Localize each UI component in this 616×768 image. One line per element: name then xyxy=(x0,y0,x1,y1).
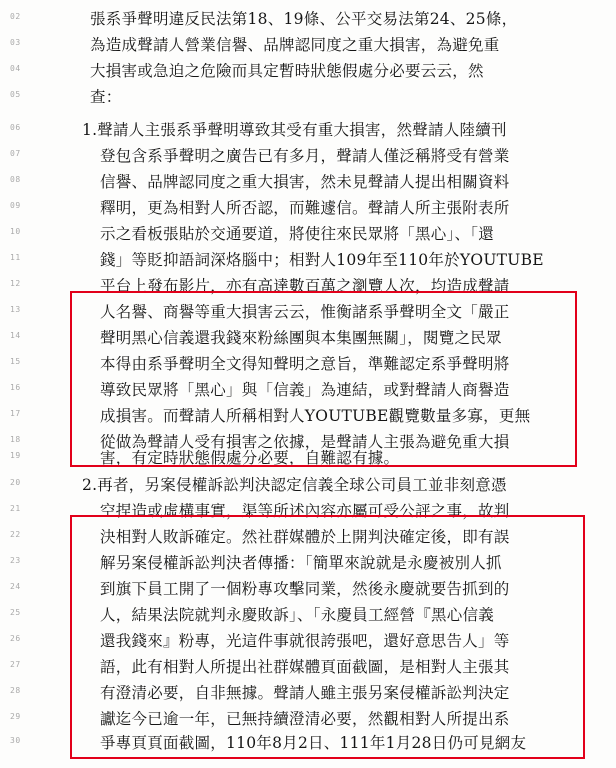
line-text: 成損害。而聲請人所稱相對人YOUTUBE觀覽數量多寡，更無 xyxy=(100,407,531,425)
line-text: 人名譽、商譽等重大損害云云，惟衡諸系爭聲明全文「嚴正 xyxy=(100,303,510,321)
text-line xyxy=(0,221,616,247)
line-number: 02 xyxy=(10,12,21,21)
line-text: 大損害或急迫之危險而具定暫時狀態假處分必要云云，然 xyxy=(90,62,484,80)
text-line xyxy=(0,6,616,32)
line-text: 爭專頁頁面截圖，110年8月2日、111年1月28日仍可見網友 xyxy=(100,734,527,752)
line-number: 20 xyxy=(10,478,21,487)
line-text: 登包含系爭聲明之廣告已有多月，聲請人僅泛稱將受有營業 xyxy=(100,147,510,165)
line-text: 信譽、品牌認同度之重大損害，然未見聲請人提出相關資料 xyxy=(100,173,510,191)
highlight-box xyxy=(70,291,577,467)
line-text: 1.聲請人主張系爭聲明導致其受有重大損害，然聲請人陸續刊 xyxy=(82,121,507,139)
line-number: 19 xyxy=(10,451,21,460)
line-text: 空捏造或虛構事實，渠等所述內容亦屬可受公評之事，故判 xyxy=(100,502,510,520)
line-text: 查： xyxy=(90,88,122,106)
line-text: 示之看板張貼於交通要道，將使往來民眾將「黑心」、「還 xyxy=(100,225,495,243)
line-number: 23 xyxy=(10,556,21,565)
line-number: 22 xyxy=(10,530,21,539)
line-number: 17 xyxy=(10,409,21,418)
line-number: 16 xyxy=(10,383,21,392)
line-text: 聲明黑心信義還我錢來粉絲團與本集團無關」，閱覽之民眾 xyxy=(100,329,502,347)
text-line xyxy=(0,143,616,169)
line-number: 04 xyxy=(10,64,21,73)
line-number: 21 xyxy=(10,504,21,513)
line-text: 有澄清必要，自非無據。聲請人雖主張另案侵權訴訟判決定 xyxy=(100,684,510,702)
line-text: 2.再者，另案侵權訴訟判決認定信義全球公司員工並非刻意憑 xyxy=(82,476,507,494)
line-number: 12 xyxy=(10,279,21,288)
text-line xyxy=(0,247,616,273)
line-number: 06 xyxy=(10,123,21,132)
line-text: 還我錢來』粉專，光這件事就很誇張吧，還好意思告人」等 xyxy=(100,632,510,650)
line-text: 害，有定時狀態假處分必要，自難認有據。 xyxy=(100,449,400,467)
line-text: 解另案侵權訴訟判決者傳播：「簡單來說就是永慶被別人抓 xyxy=(100,554,502,572)
line-text: 錢」等貶抑語詞深烙腦中；相對人109年至110年於YOUTUBE xyxy=(100,251,544,269)
line-number: 08 xyxy=(10,175,21,184)
text-line xyxy=(0,195,616,221)
line-text: 導致民眾將「黑心」與「信義」為連結，或對聲請人商譽造 xyxy=(100,381,510,399)
line-number: 28 xyxy=(10,686,21,695)
line-text: 人，結果法院就判永慶敗訴」、「永慶員工經營『黑心信義 xyxy=(100,606,495,624)
line-text: 讞迄今已逾一年，已無持續澄清必要，然觀相對人所提出系 xyxy=(100,710,510,728)
text-line xyxy=(0,84,616,110)
text-line xyxy=(0,117,616,143)
line-number: 14 xyxy=(10,331,21,340)
line-number: 07 xyxy=(10,149,21,158)
line-number: 24 xyxy=(10,582,21,591)
line-text: 從做為聲請人受有損害之依據，是聲請人主張為避免重大損 xyxy=(100,433,510,451)
line-number: 29 xyxy=(10,712,21,721)
line-number: 30 xyxy=(10,736,21,745)
line-text: 釋明，更為相對人所否認，而難遽信。聲請人所主張附表所 xyxy=(100,199,510,217)
line-text: 為造成聲請人營業信譽、品牌認同度之重大損害，為避免重 xyxy=(90,36,500,54)
highlight-box xyxy=(70,515,585,759)
text-line xyxy=(0,32,616,58)
line-number: 11 xyxy=(10,253,21,262)
line-number: 05 xyxy=(10,90,21,99)
line-text: 語，此有相對人所提出社群媒體頁面截圖，是相對人主張其 xyxy=(100,658,510,676)
text-line xyxy=(0,472,616,498)
line-text: 張系爭聲明違反民法第18、19條、公平交易法第24、25條， xyxy=(90,10,518,28)
line-number: 27 xyxy=(10,660,21,669)
line-text: 決相對人敗訴確定。然社群媒體於上開判決確定後，即有誤 xyxy=(100,528,510,546)
line-text: 本得由系爭聲明全文得知聲明之意旨，準難認定系爭聲明將 xyxy=(100,355,510,373)
line-number: 25 xyxy=(10,608,21,617)
text-line xyxy=(0,169,616,195)
line-number: 13 xyxy=(10,305,21,314)
line-number: 10 xyxy=(10,227,21,236)
line-number: 09 xyxy=(10,201,21,210)
line-number: 15 xyxy=(10,357,21,366)
line-number: 26 xyxy=(10,634,21,643)
line-number: 03 xyxy=(10,38,21,47)
text-line xyxy=(0,58,616,84)
line-text: 平台上發布影片，亦有高達數百萬之瀏覽人次，均造成聲請 xyxy=(100,277,510,295)
line-text: 到旗下員工開了一個粉專攻擊同業，然後永慶就要告抓到的 xyxy=(100,580,510,598)
line-number: 18 xyxy=(10,435,21,444)
